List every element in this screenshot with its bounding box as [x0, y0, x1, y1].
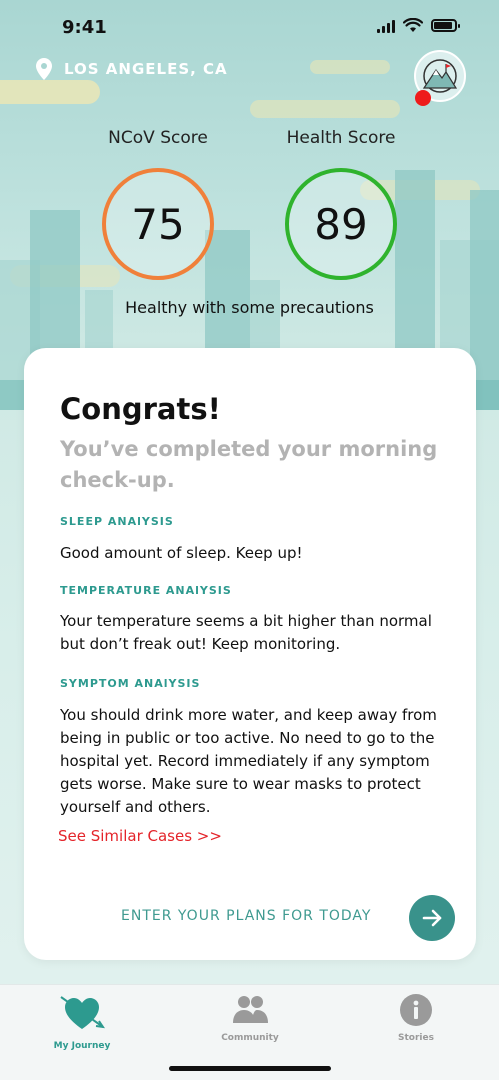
card-title: Congrats! [60, 392, 221, 426]
enter-plans-button[interactable] [409, 895, 455, 941]
battery-icon [431, 19, 457, 32]
status-time: 9:41 [62, 17, 107, 38]
sleep-analysis-body: Good amount of sleep. Keep up! [60, 544, 303, 562]
ncov-score-label: NCoV Score [108, 128, 208, 148]
symptom-analysis-title: SYMPTOM ANAlYSIS [60, 677, 201, 690]
ncov-score-ring[interactable] [102, 168, 214, 280]
notification-dot [415, 90, 431, 106]
tab-community-label: Community [221, 1033, 279, 1043]
wifi-icon [403, 18, 423, 33]
tab-stories-label: Stories [398, 1033, 434, 1043]
sleep-analysis-title: SLEEP ANAlYSIS [60, 515, 174, 528]
info-icon [399, 993, 433, 1027]
temperature-analysis-body: Your temperature seems a bit higher than normal but don’t freak out! Keep monitoring. [60, 612, 432, 653]
tab-my-journey-label: My Journey [53, 1041, 111, 1051]
health-score-label: Health Score [286, 128, 396, 148]
tab-community[interactable] [200, 993, 300, 1043]
card-subtitle: You’ve completed your morning check-up. [60, 437, 438, 492]
location-pin-icon [36, 58, 52, 80]
health-score-ring[interactable] [285, 168, 397, 280]
status-bar [0, 0, 499, 54]
location-label: LOS ANGELES, CA [64, 60, 228, 78]
checkup-result-card [24, 348, 476, 960]
cellular-signal-icon [377, 20, 395, 33]
home-indicator [169, 1066, 331, 1071]
ncov-score-value: 75 [131, 199, 185, 249]
symptom-analysis-body: You should drink more water, and keep away from being in public or too active. No need to go to the hospital yet. Record immediately if any symptom gets worse. Make sure to wear masks to protect yourself and others. [60, 706, 437, 816]
health-summary: Healthy with some precautions [125, 298, 374, 317]
tab-my-journey[interactable] [32, 993, 132, 1053]
see-similar-cases-link[interactable]: See Similar Cases >> [58, 827, 222, 845]
enter-plans-label[interactable]: ENTER YOUR PLANS FOR TODAY [121, 908, 372, 924]
temperature-analysis-title: TEMPERATURE ANAlYSIS [60, 584, 232, 597]
arrow-right-icon [421, 907, 443, 929]
people-icon [230, 993, 270, 1027]
health-score-value: 89 [314, 199, 368, 249]
location-selector[interactable] [36, 58, 228, 80]
tab-stories[interactable] [366, 993, 466, 1043]
heart-arrow-icon [59, 993, 105, 1033]
